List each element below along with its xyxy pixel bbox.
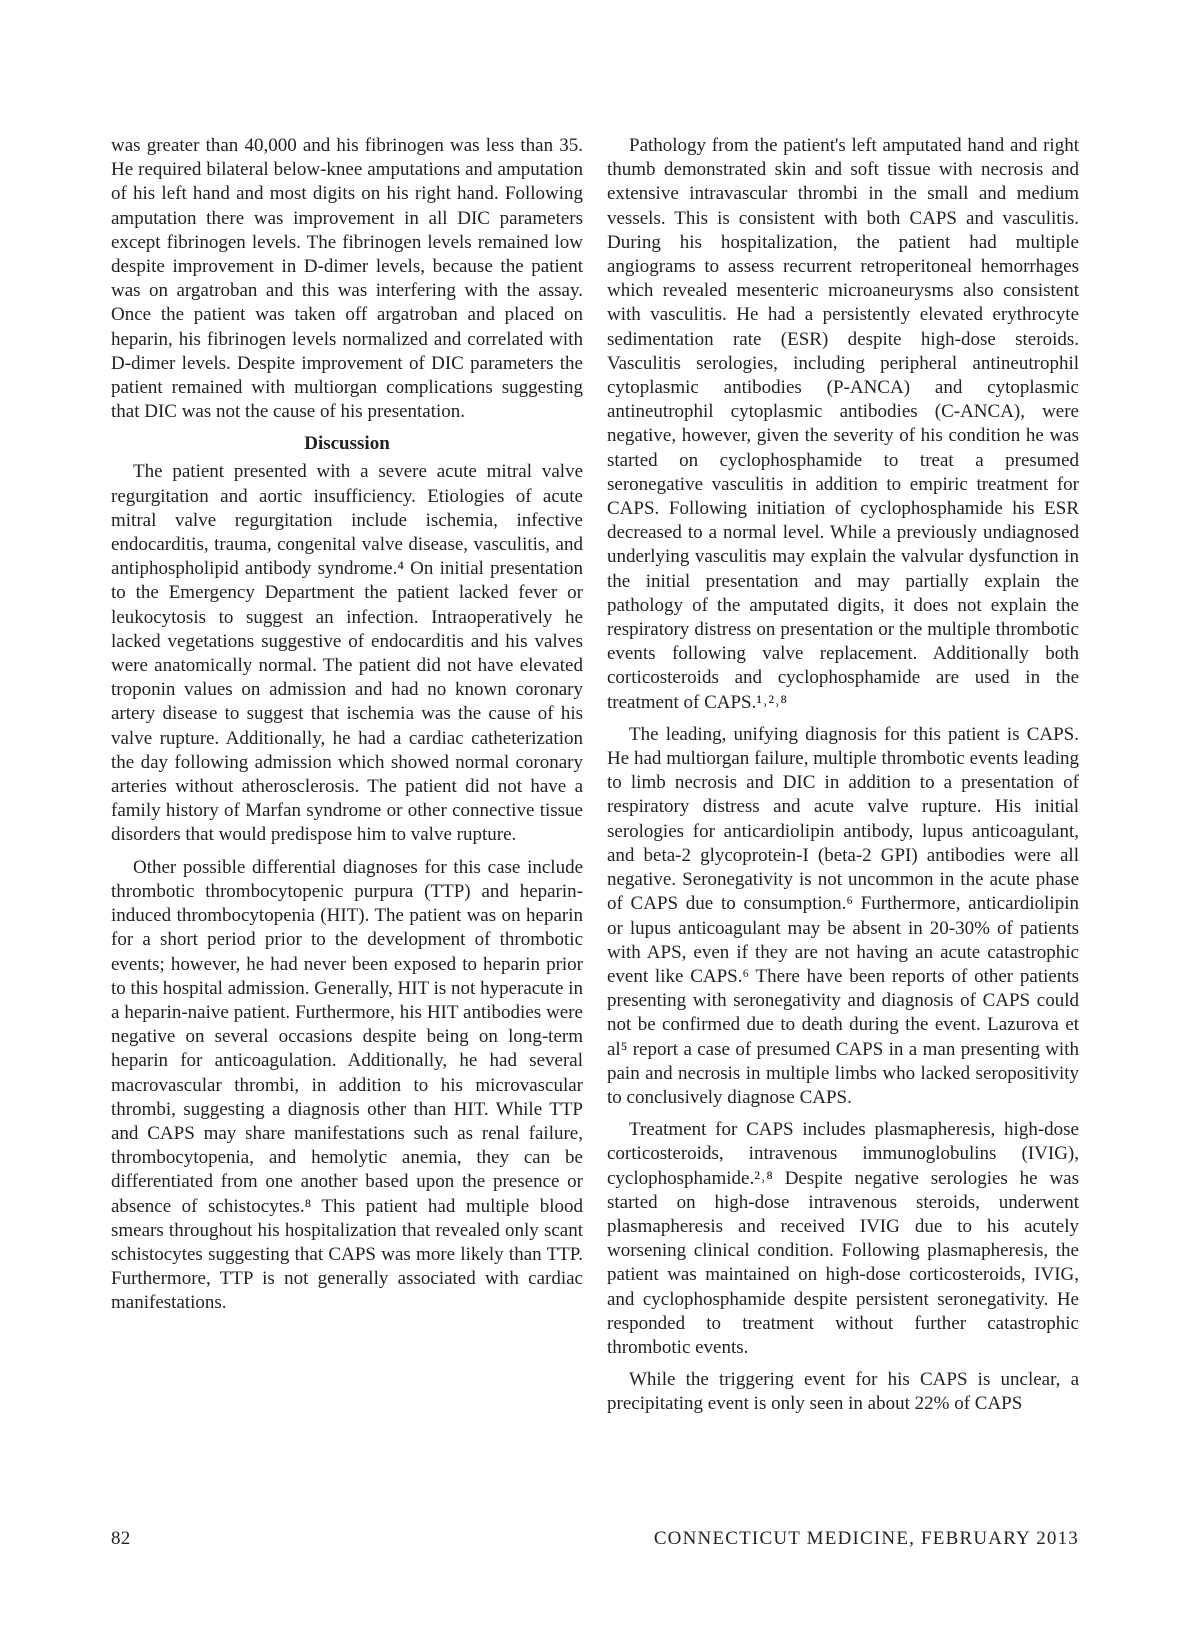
paragraph-diagnosis: The leading, unifying diagnosis for this patient is CAPS. He had multiorgan failure, multiple thrombotic events leading to limb necrosis and DIC in addition to a presentation of respiratory distress and acute valve rupture. His initial serologies for anticardiolipin antibody, lupus anticoagulant, and beta-2 glycoprotein-I (beta-2 GPI) antibodies were all negative. Seronegativity is not uncommon in the acute phase of CAPS due to consumption.⁶ Furthermore, anticardiolipin or lupus anticoagulant may be absent in 20-30% of patients with APS, even if they are not having an acute catastrophic event like CAPS.⁶ There have been reports of other patients presenting with seronegativity and diagnosis of CAPS could not be confirmed due to death during the event. Lazurova et al⁵ report a case of presumed CAPS in a man presenting with pain and necrosis in multiple limbs who lacked seropositivity to conclusively diagnose CAPS. [607,723,1079,1108]
page-number: 82 [111,1528,131,1549]
paragraph-pathology: Pathology from the patient's left amputated hand and right thumb demonstrated skin and soft tissue with necrosis and extensive intravascular thrombi in the small and medium vessels. This is consistent with both CAPS and vasculitis. During his hospitalization, the patient had multiple angiograms to assess recurrent retroperitoneal hemorrhages which revealed mesenteric microaneurysms also consistent with vasculitis. He had a persistently elevated erythrocyte sedimentation rate (ESR) despite high-dose steroids. Vasculitis serologies, including peripheral antineutrophil cytoplasmic antibodies (P-ANCA) and cytoplasmic antineutrophil cytoplasmic antibodies (C-ANCA), were negative, however, given the severity of his condition he was started on cyclophosphamide to treat a presumed seronegative vasculitis in addition to empiric treatment for CAPS. Following initiation of cyclophosphamide his ESR decreased to a normal level. While a previously undiagnosed underlying vasculitis may explain the valvular dysfunction in the initial presentation and may partially explain the pathology of the amputated digits, it does not explain the respiratory distress on presentation or the multiple thrombotic events following valve replacement. Additionally both corticosteroids and cyclophosphamide are used in the treatment of CAPS.¹˒²˒⁸ [607,135,1079,713]
paragraph-treatment: Treatment for CAPS includes plasmapheresis, high-dose corticosteroids, intravenous immunoglobulins (IVIG), cyclophosphamide.²˒⁸ Despite negative serologies he was started on high-dose intravenous steroids, underwent plasmapheresis and received IVIG due to his acutely worsening clinical condition. Following plasmapheresis, the patient was maintained on high-dose corticosteroids, IVIG, and cyclophosphamide despite persistent seronegativity. He responded to treatment without further catastrophic thrombotic events. [607,1119,1079,1358]
left-column [111,134,583,1324]
paragraph-differential: Other possible differential diagnoses for this case include thrombotic thrombocytopenic purpura (TTP) and heparin-induced thrombocytopenia (HIT). The patient was on heparin for a short period prior to the development of thrombotic events; however, he had never been exposed to heparin prior to this hospital admission. Generally, HIT is not hyperacute in a heparin-naive patient. Furthermore, his HIT antibodies were negative on several occasions despite being on long-term heparin for anticoagulation. Additionally, he had several macrovascular thrombi, in addition to his microvascular thrombi, suggesting a diagnosis other than HIT. While TTP and CAPS may share manifestations such as renal failure, thrombocytopenia, and hemolytic anemia, they can be differentiated from one another based upon the presence or absence of schistocytes.⁸ This patient had multiple blood smears throughout his hospitalization that revealed only scant schistocytes suggesting that CAPS was more likely than TTP. Furthermore, TTP is not generally associated with cardiac manifestations. [111,856,583,1314]
right-column [607,134,1079,1425]
paragraph-trigger: While the triggering event for his CAPS is unclear, a precipitating event is only seen in about 22% of CAPS [607,1369,1079,1415]
paragraph-etiologies: The patient presented with a severe acute mitral valve regurgitation and aortic insufficiency. Etiologies of acute mitral valve regurgitation include ischemia, infective endocarditis, trauma, congenital valve disease, vasculitis, and antiphospholipid antibody syndrome.⁴ On initial presentation to the Emergency Department the patient lacked fever or leukocytosis to suggest an infection. Intraoperatively he lacked vegetations suggestive of endocarditis and his valves were anatomically normal. The patient did not have elevated troponin values on admission and had no known coronary artery disease to suggest that ischemia was the cause of his valve rupture. Additionally, he had a cardiac catheterization the day following admission which showed normal coronary arteries without atherosclerosis. The patient did not have a family history of Marfan syndrome or other connective tissue disorders that would predispose him to valve rupture. [111,461,583,846]
paragraph-continuation: was greater than 40,000 and his fibrinogen was less than 35. He required bilateral below-knee amputations and amputation of his left hand and most digits on his right hand. Following amputation there was improvement in all DIC parameters except fibrinogen levels. The fibrinogen levels remained low despite improvement in D-dimer levels, because the patient was on argatroban and this was interfering with the assay. Once the patient was taken off argatroban and placed on heparin, his fibrinogen levels normalized and correlated with D-dimer levels. Despite improvement of DIC parameters the patient remained with multiorgan complications suggesting that DIC was not the cause of his presentation. [111,135,583,423]
journal-footer: CONNECTICUT MEDICINE, FEBRUARY 2013 [653,1528,1079,1549]
section-heading-discussion: Discussion [304,433,390,455]
